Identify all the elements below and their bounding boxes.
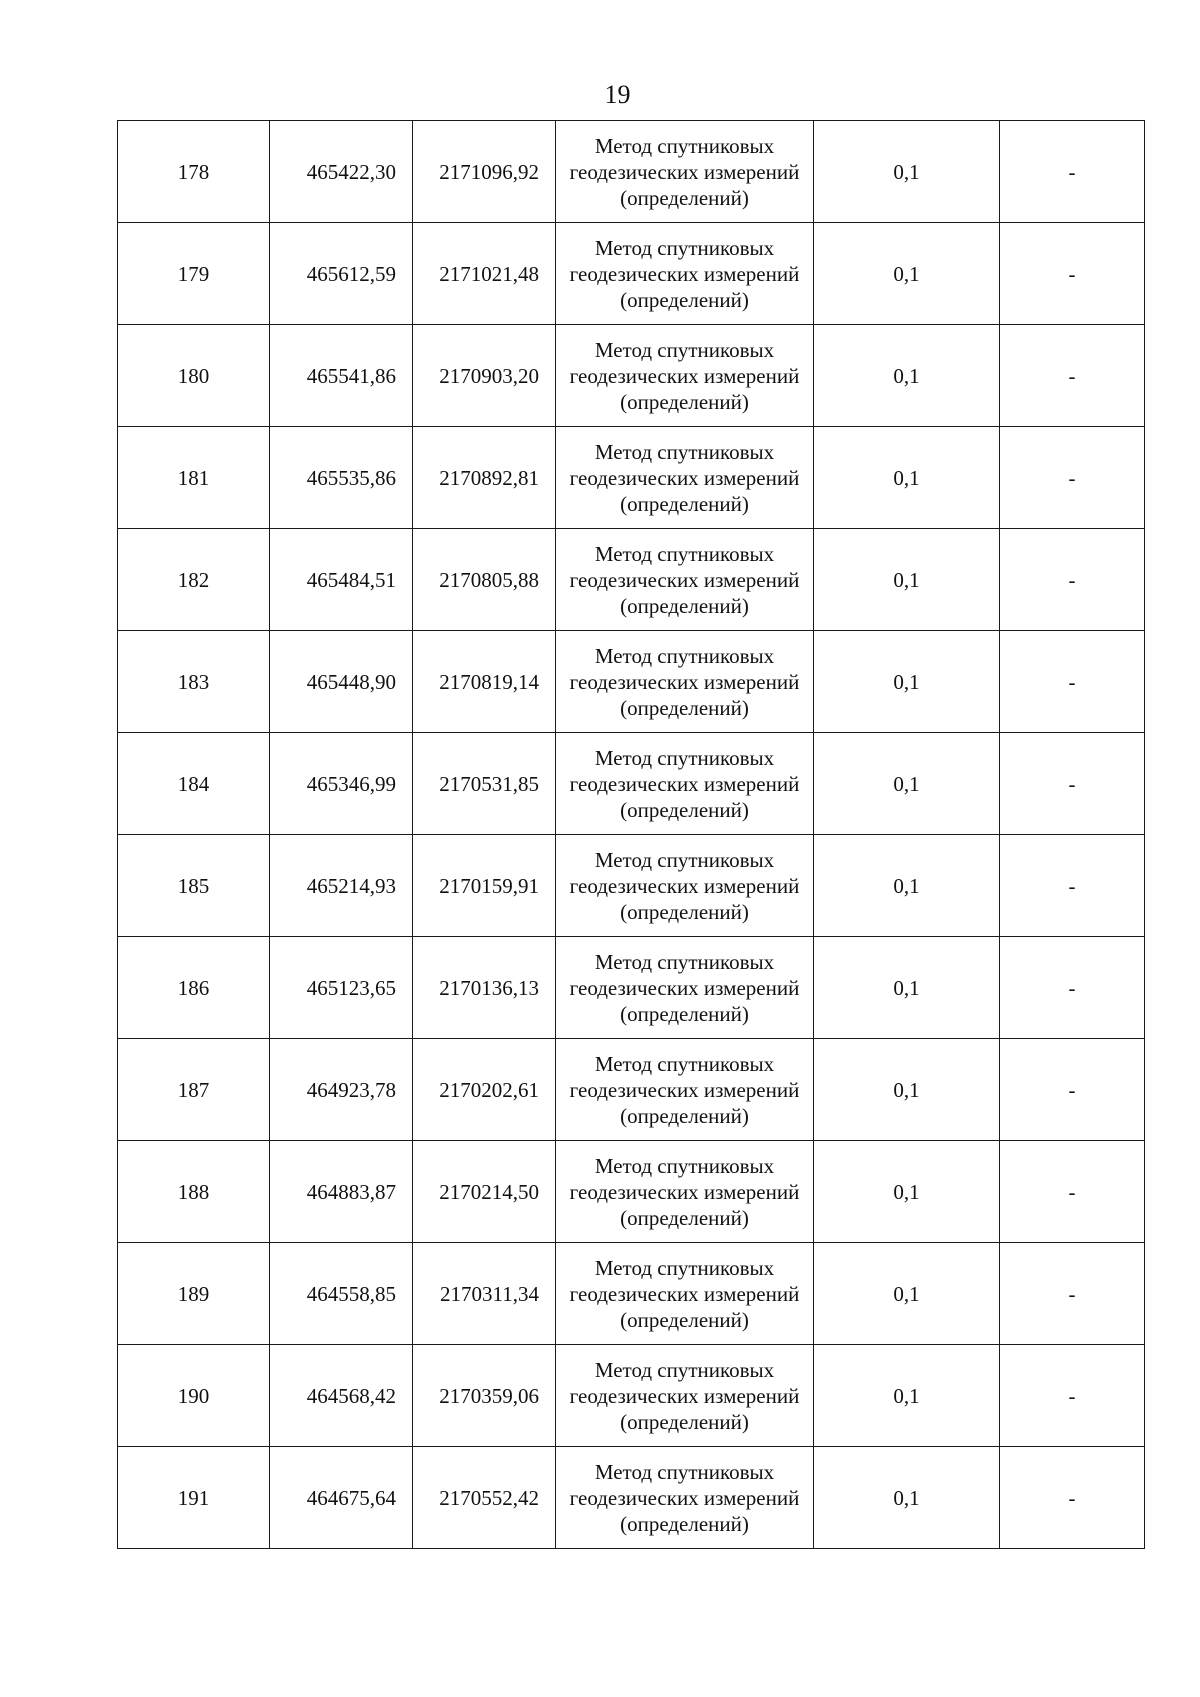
note-cell: - (1000, 325, 1145, 427)
point-number-cell: 191 (118, 1447, 270, 1549)
x-coordinate-cell: 464675,64 (270, 1447, 413, 1549)
method-line: Метод спутниковых (594, 745, 775, 770)
point-number-cell: 179 (118, 223, 270, 325)
method-line: геодезических измерений (569, 159, 800, 184)
point-number-cell: 186 (118, 937, 270, 1039)
method-line: (определений) (620, 287, 749, 312)
method-line: Метод спутниковых (594, 847, 775, 872)
method-cell (556, 631, 814, 733)
method-line: геодезических измерений (569, 1077, 800, 1102)
method-cell (556, 529, 814, 631)
x-coordinate-cell: 464568,42 (270, 1345, 413, 1447)
x-coordinate-cell: 465214,93 (270, 835, 413, 937)
method-line: (определений) (620, 1001, 749, 1026)
method-line: Метод спутниковых (594, 1459, 775, 1484)
method-line: Метод спутниковых (594, 643, 775, 668)
page-number: 19 (604, 80, 631, 109)
y-coordinate-cell: 2170202,61 (413, 1039, 556, 1141)
method-line: геодезических измерений (569, 975, 800, 1000)
method-line: (определений) (620, 1205, 749, 1230)
method-line: геодезических измерений (569, 771, 800, 796)
table-row (118, 1345, 1145, 1447)
point-number-cell: 182 (118, 529, 270, 631)
accuracy-cell: 0,1 (814, 1345, 1000, 1447)
note-cell: - (1000, 1243, 1145, 1345)
x-coordinate-cell: 465123,65 (270, 937, 413, 1039)
method-cell (556, 835, 814, 937)
note-cell: - (1000, 1447, 1145, 1549)
accuracy-cell: 0,1 (814, 529, 1000, 631)
note-cell: - (1000, 529, 1145, 631)
note-cell: - (1000, 835, 1145, 937)
note-cell: - (1000, 733, 1145, 835)
point-number-cell: 190 (118, 1345, 270, 1447)
method-cell (556, 121, 814, 223)
method-line: (определений) (620, 1511, 749, 1536)
method-line: Метод спутниковых (594, 235, 775, 260)
method-line: геодезических измерений (569, 567, 800, 592)
method-line: Метод спутниковых (594, 337, 775, 362)
table-row (118, 325, 1145, 427)
method-line: (определений) (620, 593, 749, 618)
note-cell: - (1000, 121, 1145, 223)
y-coordinate-cell: 2170159,91 (413, 835, 556, 937)
y-coordinate-cell: 2170214,50 (413, 1141, 556, 1243)
accuracy-cell: 0,1 (814, 1039, 1000, 1141)
accuracy-cell: 0,1 (814, 631, 1000, 733)
method-cell (556, 223, 814, 325)
y-coordinate-cell: 2170311,34 (413, 1243, 556, 1345)
accuracy-cell: 0,1 (814, 733, 1000, 835)
note-cell: - (1000, 937, 1145, 1039)
method-line: геодезических измерений (569, 1383, 800, 1408)
accuracy-cell: 0,1 (814, 223, 1000, 325)
method-line: геодезических измерений (569, 669, 800, 694)
method-line: Метод спутниковых (594, 1255, 775, 1280)
note-cell: - (1000, 1141, 1145, 1243)
method-line: (определений) (620, 491, 749, 516)
table-row (118, 1243, 1145, 1345)
coordinates-table (117, 120, 1145, 1549)
table-row (118, 733, 1145, 835)
method-line: (определений) (620, 185, 749, 210)
method-cell (556, 1039, 814, 1141)
method-cell (556, 1243, 814, 1345)
point-number-cell: 188 (118, 1141, 270, 1243)
point-number-cell: 178 (118, 121, 270, 223)
method-line: Метод спутниковых (594, 133, 775, 158)
table-row (118, 1447, 1145, 1549)
x-coordinate-cell: 464923,78 (270, 1039, 413, 1141)
point-number-cell: 185 (118, 835, 270, 937)
x-coordinate-cell: 465535,86 (270, 427, 413, 529)
method-line: (определений) (620, 1409, 749, 1434)
point-number-cell: 183 (118, 631, 270, 733)
table-row (118, 835, 1145, 937)
method-line: геодезических измерений (569, 261, 800, 286)
method-cell (556, 1447, 814, 1549)
note-cell: - (1000, 427, 1145, 529)
method-line: геодезических измерений (569, 1281, 800, 1306)
table-row (118, 529, 1145, 631)
accuracy-cell: 0,1 (814, 1141, 1000, 1243)
method-line: Метод спутниковых (594, 949, 775, 974)
y-coordinate-cell: 2170892,81 (413, 427, 556, 529)
method-line: геодезических измерений (569, 873, 800, 898)
method-cell (556, 325, 814, 427)
x-coordinate-cell: 465346,99 (270, 733, 413, 835)
method-line: геодезических измерений (569, 363, 800, 388)
method-line: (определений) (620, 389, 749, 414)
table-row (118, 1141, 1145, 1243)
x-coordinate-cell: 464883,87 (270, 1141, 413, 1243)
method-line: геодезических измерений (569, 1179, 800, 1204)
note-cell: - (1000, 1345, 1145, 1447)
accuracy-cell: 0,1 (814, 427, 1000, 529)
y-coordinate-cell: 2170136,13 (413, 937, 556, 1039)
accuracy-cell: 0,1 (814, 1243, 1000, 1345)
x-coordinate-cell: 465612,59 (270, 223, 413, 325)
accuracy-cell: 0,1 (814, 937, 1000, 1039)
x-coordinate-cell: 464558,85 (270, 1243, 413, 1345)
table-body (118, 121, 1145, 1549)
method-cell (556, 937, 814, 1039)
table-row (118, 631, 1145, 733)
method-line: Метод спутниковых (594, 1051, 775, 1076)
x-coordinate-cell: 465484,51 (270, 529, 413, 631)
method-line: Метод спутниковых (594, 1357, 775, 1382)
method-line: (определений) (620, 1103, 749, 1128)
method-line: геодезических измерений (569, 465, 800, 490)
table-row (118, 427, 1145, 529)
y-coordinate-cell: 2171096,92 (413, 121, 556, 223)
point-number-cell: 180 (118, 325, 270, 427)
note-cell: - (1000, 1039, 1145, 1141)
method-line: Метод спутниковых (594, 439, 775, 464)
point-number-cell: 181 (118, 427, 270, 529)
point-number-cell: 189 (118, 1243, 270, 1345)
x-coordinate-cell: 465541,86 (270, 325, 413, 427)
y-coordinate-cell: 2170903,20 (413, 325, 556, 427)
y-coordinate-cell: 2170805,88 (413, 529, 556, 631)
method-line: (определений) (620, 899, 749, 924)
x-coordinate-cell: 465448,90 (270, 631, 413, 733)
x-coordinate-cell: 465422,30 (270, 121, 413, 223)
method-line: (определений) (620, 695, 749, 720)
method-line: Метод спутниковых (594, 1153, 775, 1178)
accuracy-cell: 0,1 (814, 121, 1000, 223)
y-coordinate-cell: 2170819,14 (413, 631, 556, 733)
table-row (118, 937, 1145, 1039)
table-row (118, 1039, 1145, 1141)
method-line: (определений) (620, 1307, 749, 1332)
y-coordinate-cell: 2170531,85 (413, 733, 556, 835)
method-line: (определений) (620, 797, 749, 822)
accuracy-cell: 0,1 (814, 835, 1000, 937)
accuracy-cell: 0,1 (814, 1447, 1000, 1549)
method-cell (556, 1345, 814, 1447)
table-row (118, 223, 1145, 325)
point-number-cell: 187 (118, 1039, 270, 1141)
y-coordinate-cell: 2171021,48 (413, 223, 556, 325)
point-number-cell: 184 (118, 733, 270, 835)
note-cell: - (1000, 631, 1145, 733)
y-coordinate-cell: 2170359,06 (413, 1345, 556, 1447)
note-cell: - (1000, 223, 1145, 325)
method-cell (556, 733, 814, 835)
y-coordinate-cell: 2170552,42 (413, 1447, 556, 1549)
accuracy-cell: 0,1 (814, 325, 1000, 427)
table-row (118, 121, 1145, 223)
method-line: Метод спутниковых (594, 541, 775, 566)
method-line: геодезических измерений (569, 1485, 800, 1510)
method-cell (556, 427, 814, 529)
method-cell (556, 1141, 814, 1243)
